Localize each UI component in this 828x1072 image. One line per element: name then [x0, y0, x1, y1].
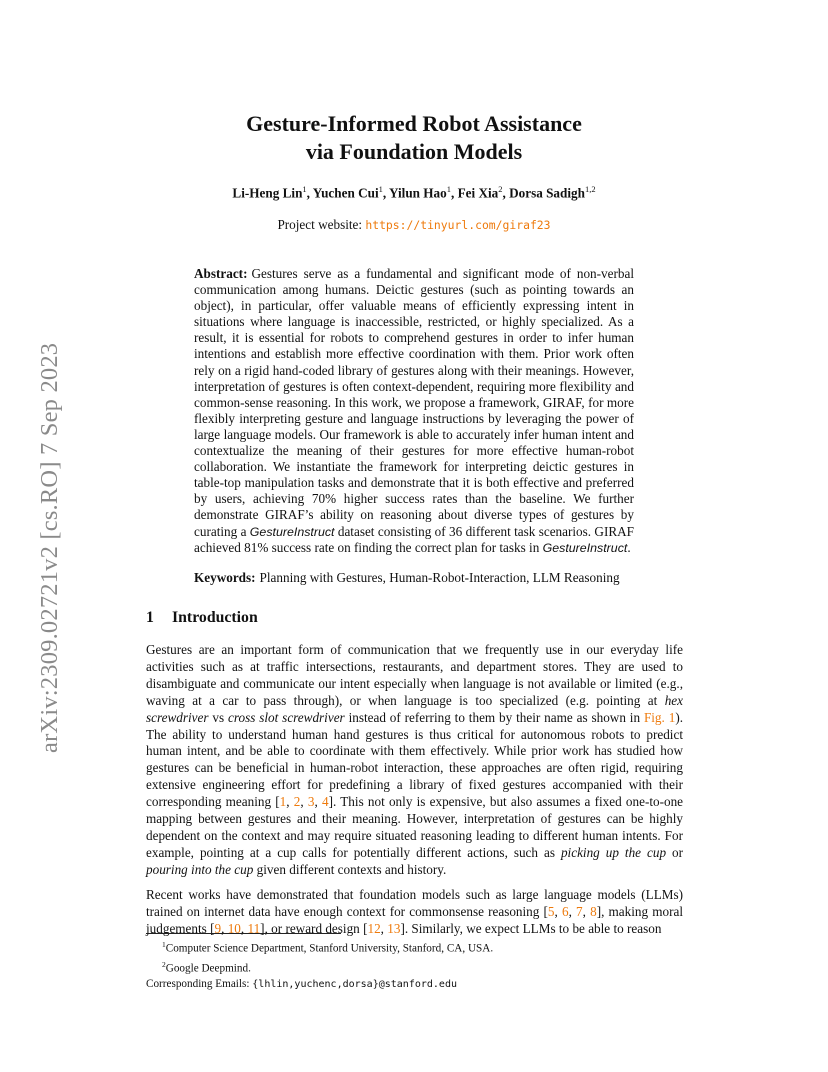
arxiv-stamp: arXiv:2309.02721v2 [cs.RO] 7 Sep 2023: [36, 342, 63, 753]
citation-link[interactable]: 4: [322, 794, 329, 810]
abstract-label: Abstract:: [194, 266, 248, 281]
citation-link[interactable]: 9: [214, 920, 222, 936]
text-run: ], or reward design [: [260, 920, 368, 936]
citation-link[interactable]: 8: [590, 903, 597, 919]
footnote-text: Computer Science Department, Stanford University, Stanford, CA, USA.: [165, 942, 494, 955]
project-label: Project website:: [277, 217, 366, 232]
text-run: Recent works have demonstrated that foundation models such as large language models (LLMs) trained on internet data have enough context for commonsense reasoning [: [146, 886, 683, 919]
keywords-label: Keywords:: [194, 569, 256, 585]
footnote-text: Google Deepmind.: [165, 962, 251, 975]
italic-text: cross slot screwdriver: [228, 709, 345, 725]
figure-reference-link[interactable]: Fig. 1: [643, 709, 676, 725]
dataset-name: GestureInstruct: [249, 524, 335, 539]
text-run: instead of referring to them by their name as shown in: [344, 709, 644, 725]
project-link[interactable]: https://tinyurl.com/giraf23: [365, 218, 551, 232]
text-run: ]. Similarly, we expect LLMs to be able to reason: [400, 920, 662, 936]
text-run: ). The ability to understand human hand gestures is thus critical for autonomous robots to predict human intent, and be able to coordinate with them effectively. While prior work has studied how gestures can be beneficial in human-robot interaction, these approaches are often rigid, requiring extensive engineering effort for predefining a library of fixed gestures accompanied with their corresponding meaning [: [146, 709, 684, 810]
author-name: Yuchen Cui: [312, 185, 379, 201]
citation-link[interactable]: 11: [247, 920, 261, 936]
text-run: ], making moral judgements [: [146, 903, 684, 936]
citation-link[interactable]: 10: [227, 920, 241, 936]
citation-link[interactable]: 13: [387, 920, 401, 936]
italic-text: pouring into the cup: [146, 861, 254, 877]
footnote-mark: 1: [162, 940, 166, 949]
keywords-text: Planning with Gestures, Human-Robot-Interaction, LLM Reasoning: [259, 569, 620, 585]
footnote: [146, 937, 686, 957]
author-affiliation: 1,2: [584, 184, 596, 194]
emails-label: Corresponding Emails:: [146, 978, 253, 991]
footnote-divider: [146, 933, 341, 934]
italic-text: hex screwdriver: [146, 692, 683, 725]
abstract-text: dataset consisting of 36 different task scenarios. GIRAF achieved 81% success rate on finding the correct plan for tasks in: [194, 523, 635, 555]
italic-text: picking up the cup: [560, 844, 667, 860]
paper-title: [0, 110, 828, 166]
abstract-text: .: [627, 539, 631, 555]
citation-link[interactable]: 3: [307, 794, 315, 810]
title-line-2: via Foundation Models: [305, 139, 523, 164]
text-run: Gestures are an important form of communication that we frequently use in our everyday life activities such as at traffic intersections, restaurants, and department stores. They are used to disambiguate and communicate our intent especially when language is not available or limited (e.g., waving at a car to pass through), or when language is too specialized (e.g. pointing at: [146, 642, 683, 708]
citation-link[interactable]: 1: [279, 794, 287, 810]
paragraph: Gestures are an important form of communication that we frequently use in our everyday life activities such as at traffic intersections, restaurants, and department stores. They are used to disambiguate and communicate our intent especially when language is not available or limited (e.g., waving at a car to pass through), or when language is too specialized (e.g. pointing at hex screwdriver vs cross slot screwdriver instead of referring to them by their name as shown in Fig. 1). The ability to understand human hand gestures is thus critical for autonomous robots to predict human intent, and be able to coordinate with them effectively. While prior work has studied how gestures can be beneficial in human-robot interaction, these approaches are often rigid, requiring extensive engineering effort for predefining a library of fixed gestures accompanied with their corresponding meaning [1, 2, 3, 4]. This not only is expensive, but also assumes a fixed one-to-one mapping between gestures and their meaning. However, interpretation of gestures can be highly dependent on the context and may require situated reasoning leading to different human intents. For example, pointing at a cup calls for potentially different actions, such as picking up the cup or pouring into the cup given different contexts and history.: [146, 642, 684, 877]
title-line-1: Gesture-Informed Robot Assistance: [246, 111, 582, 136]
citation-link[interactable]: 2: [293, 794, 301, 810]
footnote: [146, 957, 686, 977]
author-name: Li-Heng Lin: [232, 185, 303, 201]
text-run: vs: [208, 709, 229, 725]
section-heading: [146, 609, 258, 627]
section-title: Introduction: [172, 609, 258, 626]
author-affiliation: 1: [302, 184, 307, 194]
body-text: [146, 642, 683, 945]
abstract-text: Gestures serve as a fundamental and significant mode of non-verbal communication among humans. Deictic gestures (such as pointing towards an object), in particular, offer valuable means of efficiently expressing intent in situations where language is inaccessible, restricted, or highly specialized. As a result, it is essential for robots to comprehend gestures in order to infer human intentions and establish more effective coordination with them. Prior work often rely on a rigid hand-coded library of gestures along with their meanings. However, interpretation of gestures is often context-dependent, requiring more flexibility and common-sense reasoning. In this work, we propose a framework, GIRAF, for more flexibly interpreting gesture and language instructions by leveraging the power of large language models. Our framework is able to accurately infer human intent and contextualize the meaning of their gestures for more effective human-robot collaboration. We instantiate the framework for interpreting deictic gestures in table-top manipulation tasks and demonstrate that it is both effective and preferred by users, achieving 70% higher success rates than the baseline. We further demonstrate GIRAF’s ability on reasoning about diverse types of gestures by curating a: [194, 266, 634, 539]
text-run: ]. This not only is expensive, but also assumes a fixed one-to-one mapping between gestures and their meaning. However, interpretation of gestures can be highly dependent on the context and may require situated reasoning leading to different human intents. For example, pointing at a cup calls for potentially different actions, such as: [146, 794, 684, 860]
author-list: Li-Heng Lin$^1$, Yuchen Cui$^1$, Yilun Hao$^1$, Fei Xia$^2$, Dorsa Sadigh$^{1,2}$: [232, 184, 596, 201]
abstract: [194, 266, 634, 586]
text-run: given different contexts and history.: [253, 861, 447, 877]
author-affiliation: 2: [498, 184, 503, 194]
paragraph: Recent works have demonstrated that foundation models such as large language models (LLMs) trained on internet data have enough context for commonsense reasoning [5, 6, 7, 8], making moral judgements [9, 10, 11], or reward design [12, 13]. Similarly, we expect LLMs to be able to reason: [146, 886, 684, 936]
author-name: Yilun Hao: [388, 185, 447, 201]
citation-link[interactable]: 5: [547, 903, 555, 919]
project-website: [0, 217, 828, 233]
author-name: Fei Xia: [457, 185, 499, 201]
section-number: 1: [146, 609, 154, 626]
emails-text: {lhlin,yuchenc,dorsa}@stanford.edu: [252, 979, 457, 991]
author-name: Dorsa Sadigh: [509, 185, 585, 201]
corresponding-emails: [146, 977, 686, 992]
author-affiliation: 1: [446, 184, 451, 194]
footnotes: [146, 937, 686, 993]
dataset-name: GestureInstruct: [542, 540, 628, 555]
footnote-mark: 2: [162, 960, 166, 970]
citation-link[interactable]: 7: [576, 903, 583, 919]
author-affiliation: 1: [378, 184, 383, 194]
keywords: [194, 570, 634, 586]
citation-link[interactable]: 6: [561, 903, 569, 919]
text-run: or: [666, 844, 684, 860]
citation-link[interactable]: 12: [367, 920, 381, 936]
